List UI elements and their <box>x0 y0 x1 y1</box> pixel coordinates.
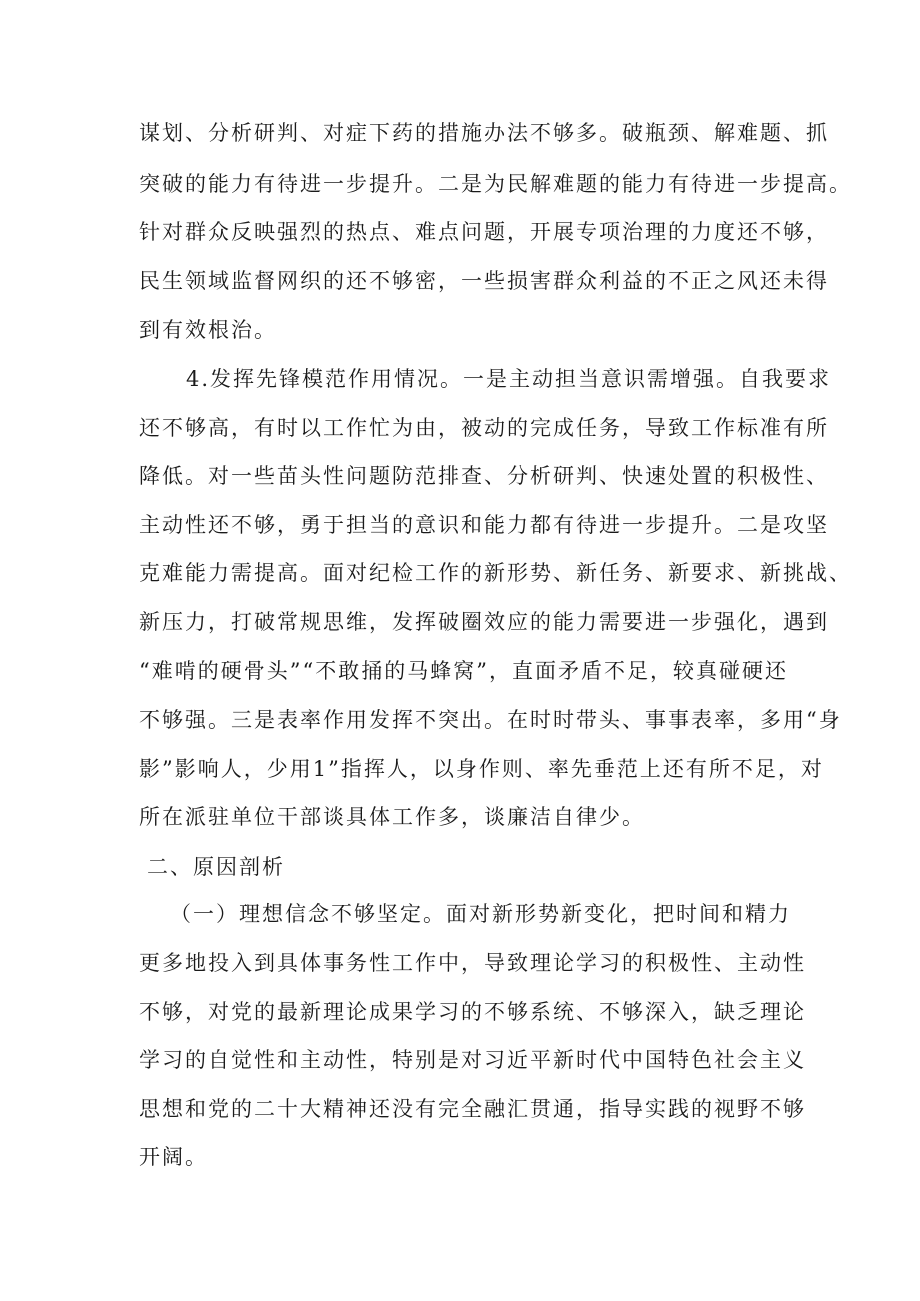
text-line-15: 所在派驻单位干部谈具体工作多，谈廉洁自律少。 <box>139 805 645 829</box>
section-heading-cause-analysis: 二、原因剖析 <box>147 855 285 879</box>
text-line-21: 思想和党的二十大精神还没有完全融汇贯通，指导实践的视野不够 <box>139 1097 806 1121</box>
text-line-11: 新压力，打破常规思维，发挥破圈效应的能力需要进一步强化，遇到 <box>139 610 829 634</box>
section-heading-4: 4.发挥先锋模范作用情况。一是主动担当意识需增强。自我要求 <box>186 367 832 391</box>
text-line-5: 到有效根治。 <box>139 318 277 342</box>
text-line-8: 降低。对一些苗头性问题防范排查、分析研判、快速处置的积极性、 <box>139 464 829 488</box>
text-line-22: 开阔。 <box>139 1145 208 1169</box>
text-line-19: 不够，对党的最新理论成果学习的不够系统、不够深入，缺乏理论 <box>139 1000 806 1024</box>
text-line-1: 谋划、分析研判、对症下药的措施办法不够多。破瓶颈、解难题、抓 <box>139 121 829 145</box>
text-line-14: 影”影响人，少用1”指挥人，以身作则、率先垂范上还有所不足，对 <box>139 757 824 781</box>
text-line-10: 克难能力需提高。面对纪检工作的新形势、新任务、新要求、新挑战、 <box>139 561 852 585</box>
text-line-7: 还不够高，有时以工作忙为由，被动的完成任务，导致工作标准有所 <box>139 416 829 440</box>
text-line-12: “难啃的硬骨头”“不敢捅的马蜂窝”，直面矛盾不足，较真碰硬还 <box>139 659 788 683</box>
text-line-20: 学习的自觉性和主动性，特别是对习近平新时代中国特色社会主义 <box>139 1048 806 1072</box>
text-line-9: 主动性还不够，勇于担当的意识和能力都有待进一步提升。二是攻坚 <box>139 513 829 537</box>
text-line-18: 更多地投入到具体事务性工作中，导致理论学习的积极性、主动性 <box>139 951 806 975</box>
text-line-3: 针对群众反映强烈的热点、难点问题，开展专项治理的力度还不够， <box>139 220 829 244</box>
subsection-heading-1: （一）理想信念不够坚定。面对新形势新变化，把时间和精力 <box>170 902 791 926</box>
text-line-2: 突破的能力有待进一步提升。二是为民解难题的能力有待进一步提高。 <box>139 172 852 196</box>
text-line-13: 不够强。三是表率作用发挥不突出。在时时带头、事事表率，多用“身 <box>139 708 842 732</box>
text-line-4: 民生领域监督网织的还不够密，一些损害群众利益的不正之风还未得 <box>139 269 829 293</box>
